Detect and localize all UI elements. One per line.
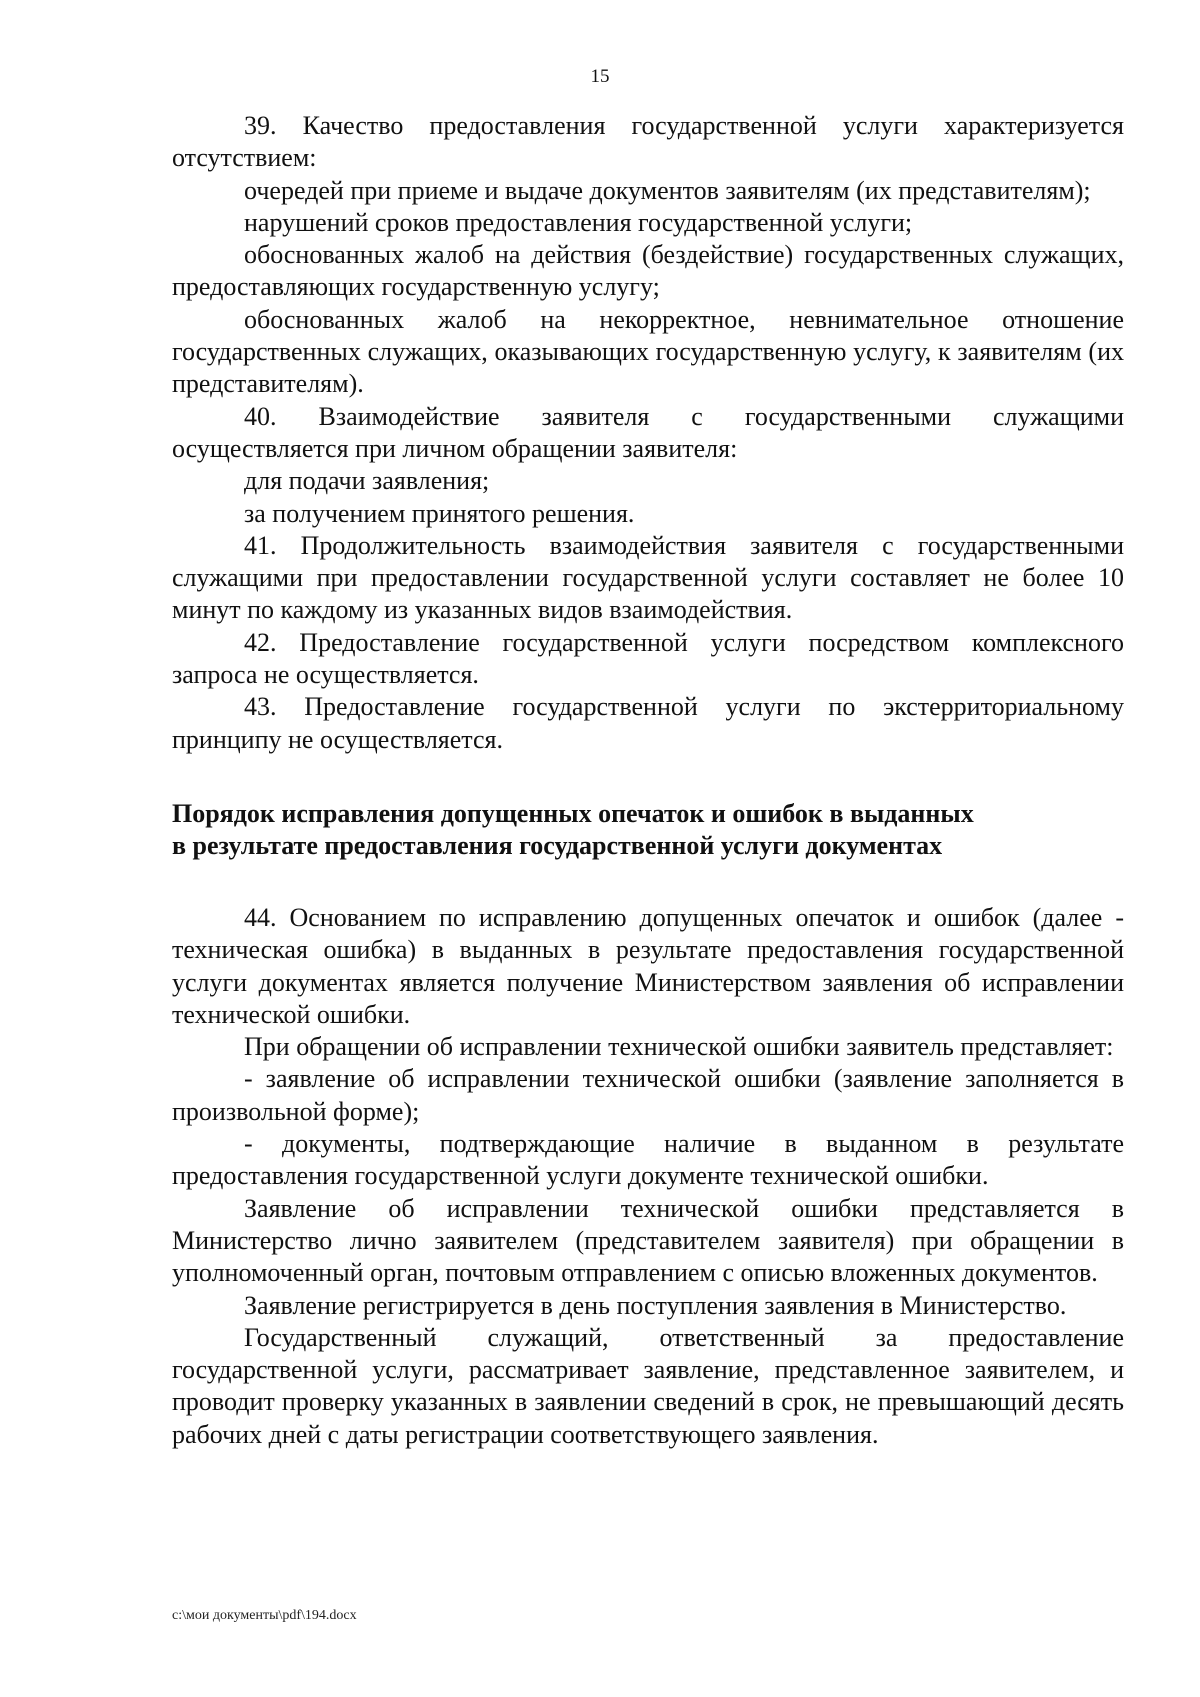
paragraph-receipt: за получением принятого решения. [244,498,635,528]
paragraph-deadlines: нарушений сроков предоставления государственной услуги; [244,207,913,237]
paragraph-44: 44. Основанием по исправлению допущенных опечаток и ошибок (далее - техническая ошибка) в выданных в результате предоставления государственной услуги документах является получение Министерством заявления об исправлении технической ошибки. [172,902,1124,1029]
paragraph-registration: Заявление регистрируется в день поступления заявления в Министерство. [244,1290,1067,1320]
page-number: 15 [590,66,610,87]
paragraph-submission-method: Заявление об исправлении технической ошибки представляется в Министерство лично заявителем (представителем заявителя) при обращении в уполномоченный орган, почтовым отправлением с описью вложенных документов. [172,1193,1124,1288]
document-body [172,110,1124,1451]
paragraph-41: 41. Продолжительность взаимодействия заявителя с государственными служащими при предоставлении государственной услуги составляет не более 10 минут по каждому из указанных видов взаимодействия. [172,530,1124,625]
paragraph-review: Государственный служащий, ответственный за предоставление государственной услуги, рассматривает заявление, представленное заявителем, и проводит проверку указанных в заявлении сведений в срок, не превышающий десять рабочих дней с даты регистрации соответствующего заявления. [172,1322,1124,1449]
paragraph-40: 40. Взаимодействие заявителя с государственными служащими осуществляется при личном обращении заявителя: [172,401,1124,463]
section-heading-line-2: в результате предоставления государственной услуги документах [172,830,943,860]
paragraph-application-item: - заявление об исправлении технической ошибки (заявление заполняется в произвольной форме); [172,1064,1124,1126]
paragraph-43: 43. Предоставление государственной услуги по экстерриториальному принципу не осуществляется. [172,692,1124,754]
paragraph-documents-item: - документы, подтверждающие наличие в выданном в результате предоставления государственной услуги документе технической ошибки. [172,1129,1124,1191]
footer-file-path: c:\мои документы\pdf\194.docx [172,1608,357,1623]
paragraph-applicant-submits: При обращении об исправлении технической ошибки заявитель представляет: [244,1032,1114,1062]
paragraph-39: 39. Качество предоставления государственной услуги характеризуется отсутствием: [172,111,1124,173]
paragraph-complaints-attitude: обоснованных жалоб на некорректное, невнимательное отношение государственных служащих, оказывающих государственную услугу, к заявителям (их представителям). [172,304,1124,399]
paragraph-queues: очередей при приеме и выдаче документов заявителям (их представителям); [244,175,1091,205]
section-heading-line-1: Порядок исправления допущенных опечаток и ошибок в выданных [172,798,974,828]
paragraph-submission: для подачи заявления; [244,466,490,496]
paragraph-complaints-actions: обоснованных жалоб на действия (бездействие) государственных служащих, предоставляющих государственную услугу; [172,240,1124,302]
paragraph-42: 42. Предоставление государственной услуги посредством комплексного запроса не осуществляется. [172,627,1124,690]
